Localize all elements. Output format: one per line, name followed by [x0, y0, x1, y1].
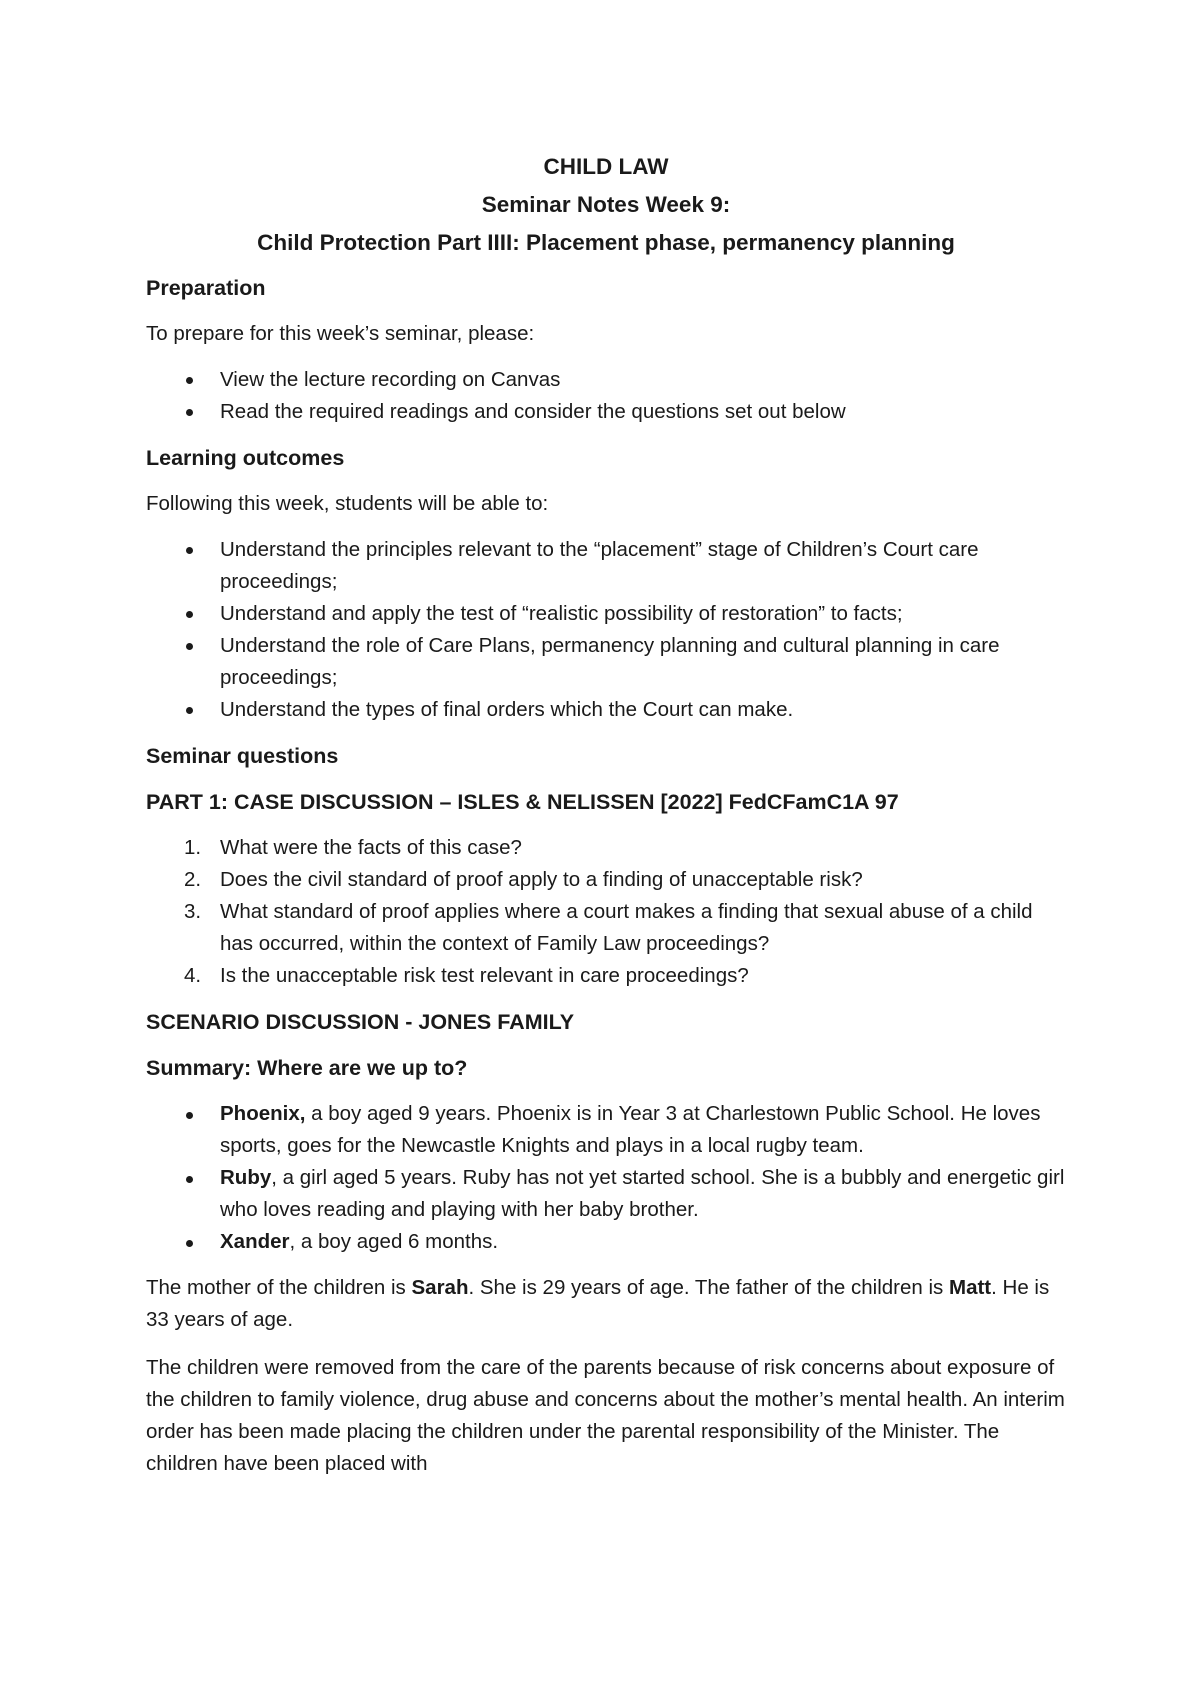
list-item: View the lecture recording on Canvas — [146, 364, 1066, 396]
bullet-icon — [186, 409, 193, 416]
document-body — [146, 148, 1066, 1496]
parents-paragraph: The mother of the children is Sarah. She is 29 years of age. The father of the children is Matt. He is 33 years of age. — [146, 1276, 1050, 1331]
list-item: 2. Does the civil standard of proof apply to a finding of unacceptable risk? — [184, 868, 863, 891]
children-list — [146, 1098, 1066, 1258]
document-subtitle: Seminar Notes Week 9: — [481, 192, 731, 217]
bullet-icon — [186, 707, 193, 714]
bullet-icon — [186, 611, 193, 618]
scenario-heading: SCENARIO DISCUSSION - JONES FAMILY — [146, 1010, 575, 1034]
list-item: Understand the principles relevant to the “placement” stage of Children’s Court care proceedings; — [146, 534, 1066, 598]
bullet-icon — [186, 643, 193, 650]
list-item: Understand the role of Care Plans, permanency planning and cultural planning in care proceedings; — [146, 630, 1066, 694]
list-item: 1. What were the facts of this case? — [184, 836, 522, 859]
document-title: CHILD LAW — [543, 154, 669, 179]
part1-heading: PART 1: CASE DISCUSSION – ISLES & NELISSEN [2022] FedCFamC1A 97 — [146, 790, 899, 814]
preparation-list — [146, 364, 1066, 428]
learning-outcomes-heading: Learning outcomes — [146, 446, 345, 470]
questions-list — [146, 832, 1066, 992]
learning-outcomes-list — [146, 534, 1066, 726]
preparation-intro: To prepare for this week’s seminar, please: — [146, 322, 535, 345]
bullet-icon — [186, 377, 193, 384]
list-item: 3. What standard of proof applies where a court makes a finding that sexual abuse of a child has occurred, within the context of Family Law proceedings? — [184, 900, 1033, 955]
preparation-heading: Preparation — [146, 276, 266, 300]
list-item: Ruby, a girl aged 5 years. Ruby has not yet started school. She is a bubbly and energetic girl who loves reading and playing with her baby brother. — [146, 1162, 1066, 1226]
list-item: Xander, a boy aged 6 months. — [146, 1226, 1066, 1258]
removal-paragraph: The children were removed from the care of the parents because of risk concerns about exposure of the children to family violence, drug abuse and concerns about the mother’s mental health. An interim order has been made placing the children under the parental responsibility of the Minister. The children have been placed with — [146, 1356, 1065, 1475]
list-item: Understand and apply the test of “realistic possibility of restoration” to facts; — [146, 598, 1066, 630]
bullet-icon — [186, 547, 193, 554]
bullet-icon — [186, 1176, 193, 1183]
list-item: Understand the types of final orders which the Court can make. — [146, 694, 1066, 726]
list-item: 4. Is the unacceptable risk test relevant in care proceedings? — [184, 964, 749, 987]
seminar-questions-heading: Seminar questions — [146, 744, 339, 768]
document-topic: Child Protection Part IIII: Placement phase, permanency planning — [257, 230, 955, 255]
bullet-icon — [186, 1112, 193, 1119]
summary-heading: Summary: Where are we up to? — [146, 1056, 468, 1080]
list-item: Read the required readings and consider the questions set out below — [146, 396, 1066, 428]
learning-outcomes-intro: Following this week, students will be able to: — [146, 492, 549, 515]
bullet-icon — [186, 1240, 193, 1247]
list-item: Phoenix, a boy aged 9 years. Phoenix is in Year 3 at Charlestown Public School. He loves sports, goes for the Newcastle Knights and plays in a local rugby team. — [146, 1098, 1066, 1162]
